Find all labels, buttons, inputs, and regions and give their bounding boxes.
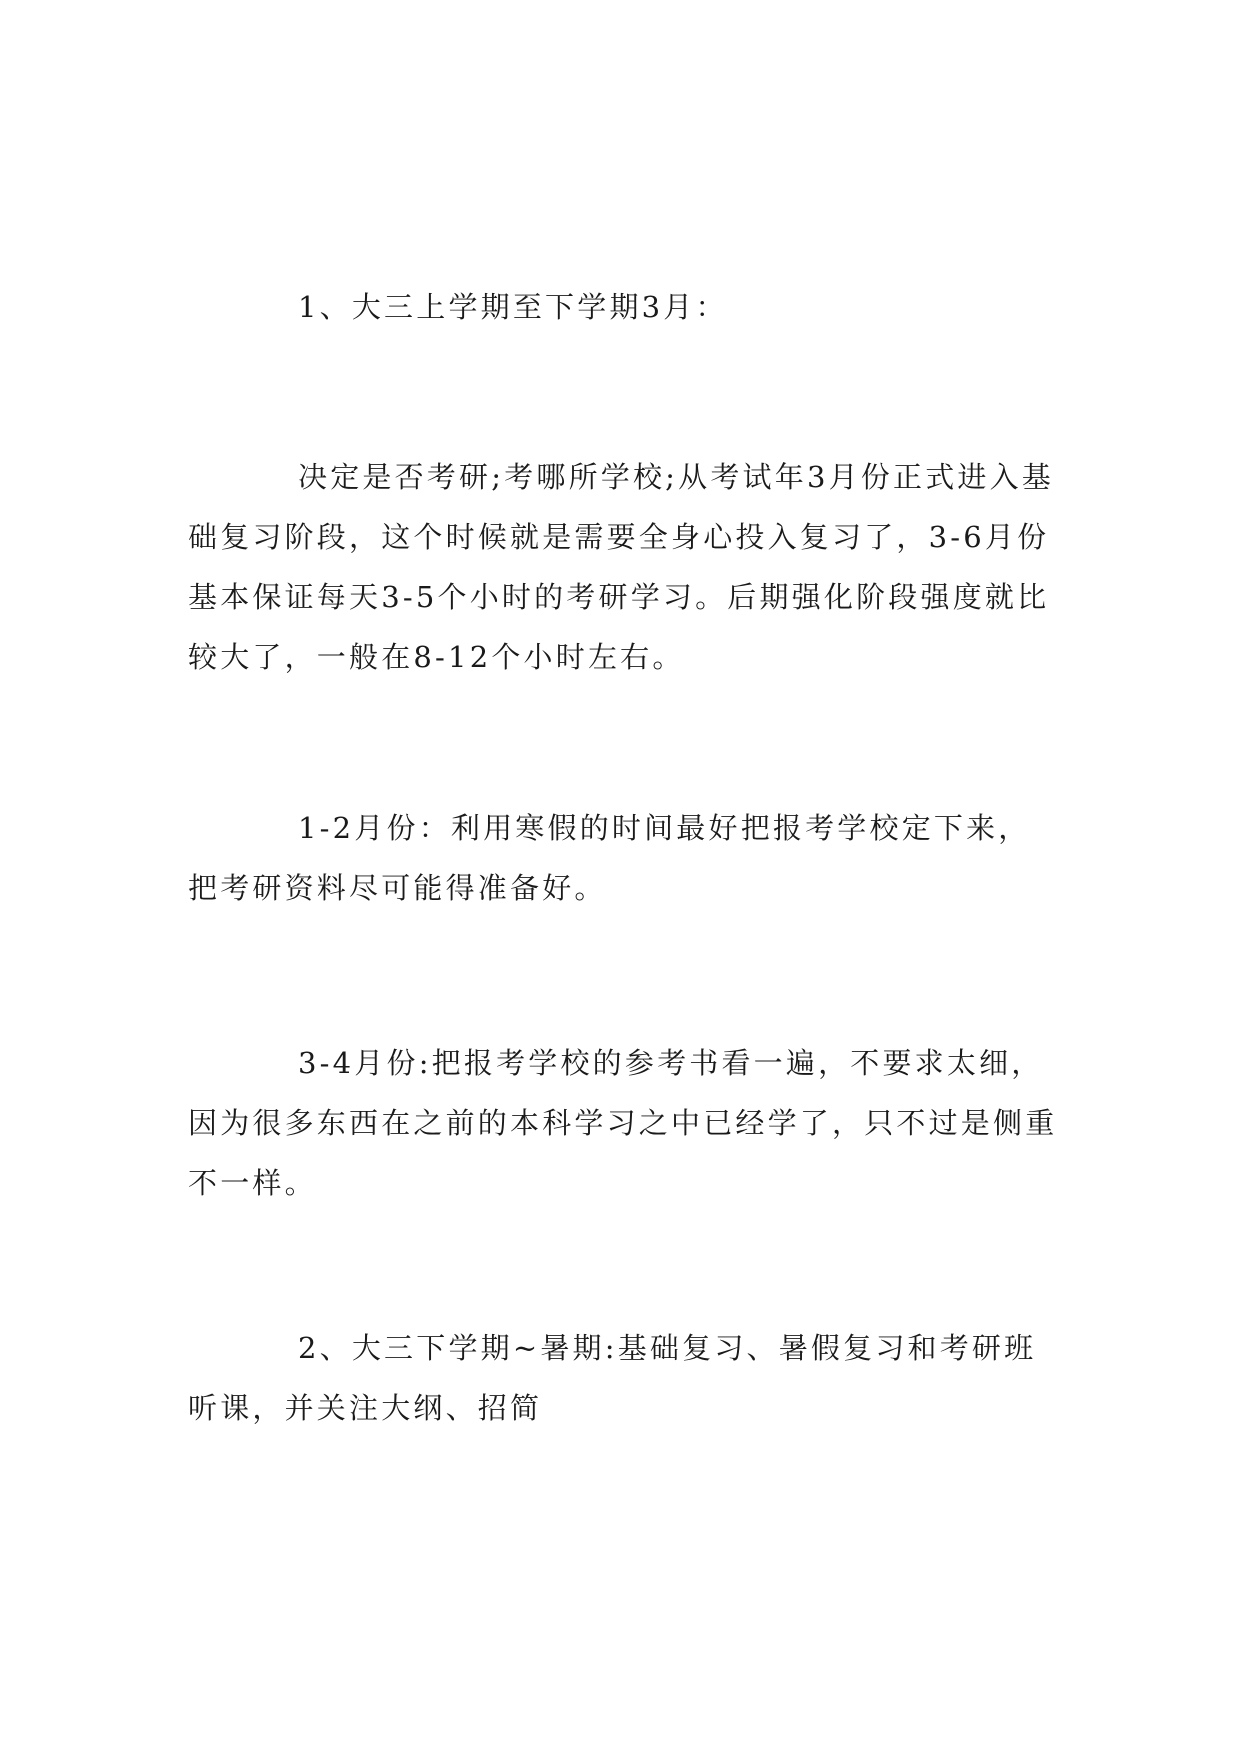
paragraph-mar-apr: 3-4月份:把报考学校的参考书看一遍，不要求太细，因为很多东西在之前的本科学习之中已经学了，只不过是侧重不一样。 xyxy=(188,1046,1058,1200)
section-heading-2: 2、大三下学期~暑期:基础复习、暑假复习和考研班听课，并关注大纲、招简 xyxy=(188,1331,1037,1425)
section-heading-1: 1、大三上学期至下学期3月： xyxy=(298,290,728,324)
paragraph-decision-plan: 决定是否考研;考哪所学校;从考试年3月份正式进入基础复习阶段，这个时候就是需要全身心投入复习了，3-6月份基本保证每天3-5个小时的考研学习。后期强化阶段强度就比较大了，一般在8-12个小时左右。 xyxy=(188,460,1054,674)
paragraph-jan-feb: 1-2月份：利用寒假的时间最好把报考学校定下来，把考研资料尽可能得准备好。 xyxy=(188,811,1031,905)
